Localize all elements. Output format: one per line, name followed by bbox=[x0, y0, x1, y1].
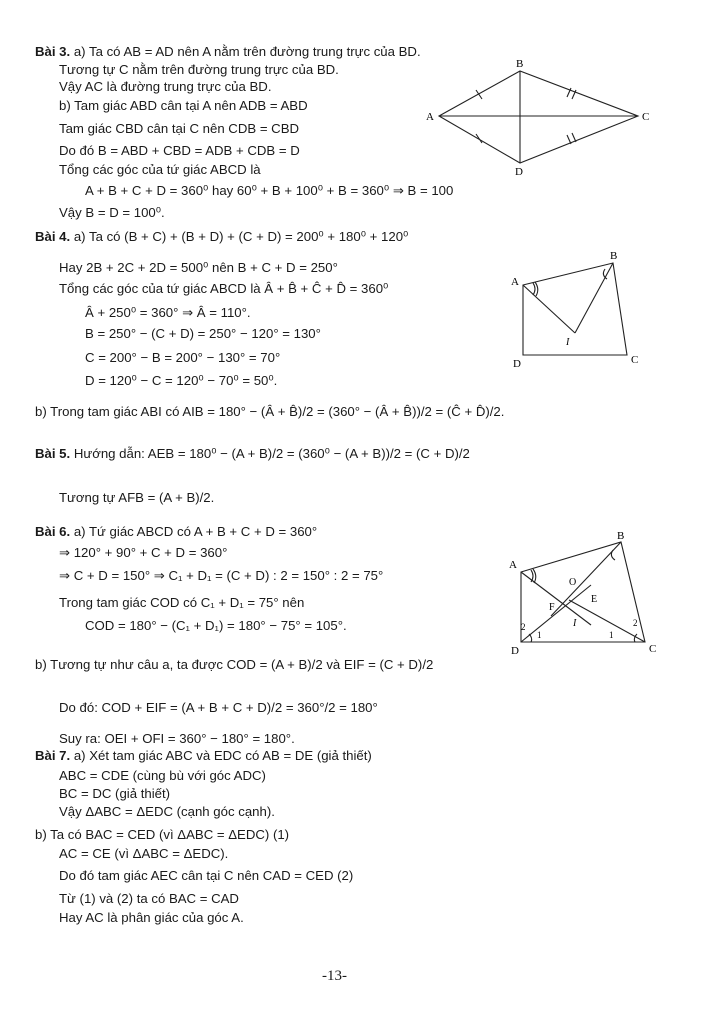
text-line-b7-4: Vậy ΔABC = ΔEDC (cạnh góc cạnh). bbox=[59, 804, 275, 819]
fig3-label-e: E bbox=[591, 594, 598, 605]
figure-bai3-kite bbox=[418, 55, 658, 180]
fig3-label-2-right: 2 bbox=[633, 618, 638, 628]
text-line-b6-5: COD = 180° − (C₁ + D₁) = 180° − 75° = 105°. bbox=[85, 618, 347, 633]
text-line-b6-b1: b) Tương tự như câu a, ta được COD = (A + B)/2 và EIF = (C + D)/2 bbox=[35, 657, 434, 672]
fig3-label-b: B bbox=[617, 530, 625, 542]
fig2-label-b: B bbox=[610, 250, 618, 262]
figure-bai6-quadrilateral bbox=[505, 530, 665, 660]
fig1-label-c: C bbox=[642, 111, 650, 123]
text-line-b6-3: ⇒ C + D = 150° ⇒ C₁ + D₁ = (C + D) : 2 = 150° : 2 = 75° bbox=[59, 568, 384, 583]
text-line-b4-6: C = 200° − B = 200° − 130° = 70° bbox=[85, 350, 281, 365]
exercise-number: Bài 6. bbox=[35, 524, 71, 539]
text-line-b3-a2: Tương tự C nằm trên đường trung trực của BD. bbox=[59, 62, 339, 77]
fig3-label-1-left: 1 bbox=[537, 630, 542, 640]
text-line-b7-1 bbox=[35, 748, 372, 764]
text-line-b7-b4: Từ (1) và (2) ta có BAC = CAD bbox=[59, 891, 239, 906]
fig2-label-i: I bbox=[566, 337, 570, 348]
exercise-number: Bài 4. bbox=[35, 229, 71, 244]
text-line-b6-b2: Do đó: COD + EIF = (A + B + C + D)/2 = 360°/2 = 180° bbox=[59, 700, 378, 715]
text-line-b7-b2: AC = CE (vì ΔABC = ΔEDC). bbox=[59, 846, 229, 861]
fig3-label-2-left: 2 bbox=[521, 622, 526, 632]
text-line-b7-b5: Hay AC là phân giác của góc A. bbox=[59, 910, 244, 925]
fig3-label-i: I bbox=[573, 618, 577, 629]
text-line-b4-4: Â + 250⁰ = 360° ⇒ Â = 110°. bbox=[85, 305, 251, 320]
text-line-b4-1 bbox=[35, 229, 408, 245]
exercise-text: a) Xét tam giác ABC và EDC có AB = DE (giả thiết) bbox=[70, 748, 372, 763]
text-line-b4-2: Hay 2B + 2C + 2D = 500⁰ nên B + C + D = 250° bbox=[59, 260, 338, 275]
text-line-b3-a3: Vậy AC là đường trung trực của BD. bbox=[59, 79, 272, 94]
text-line-b3-b1: b) Tam giác ABD cân tại A nên ADB = ABD bbox=[59, 98, 308, 113]
text-line-b4-3: Tổng các góc của tứ giác ABCD là Â + B̂ + Ĉ + D̂ = 360⁰ bbox=[59, 281, 389, 296]
text-line-b7-b1: b) Ta có BAC = CED (vì ΔABC = ΔEDC) (1) bbox=[35, 827, 290, 842]
text-line-b6-b3: Suy ra: OEI + OFI = 360° − 180° = 180°. bbox=[59, 731, 295, 746]
fig1-label-b: B bbox=[516, 58, 524, 70]
exercise-text: a) Ta có AB = AD nên A nằm trên đường trung trực của BD. bbox=[70, 44, 421, 59]
text-line-b6-4: Trong tam giác COD có C₁ + D₁ = 75° nên bbox=[59, 595, 305, 610]
text-line-b3-b2: Tam giác CBD cân tại C nên CDB = CBD bbox=[59, 121, 300, 136]
text-line-b3-b3: Do đó B = ABD + CBD = ADB + CDB = D bbox=[59, 143, 300, 158]
text-line-b4-b: b) Trong tam giác ABI có AIB = 180° − (Â + B̂)/2 = (360° − (Â + B̂))/2 = (Ĉ + D̂)/2. bbox=[35, 404, 505, 419]
exercise-number: Bài 7. bbox=[35, 748, 71, 763]
fig2-label-c: C bbox=[631, 354, 639, 366]
page-number: -13- bbox=[322, 968, 347, 984]
fig3-label-a: A bbox=[509, 559, 517, 571]
fig1-label-d: D bbox=[515, 166, 523, 178]
text-line-b4-7: D = 120⁰ − C = 120⁰ − 70⁰ = 50⁰. bbox=[85, 373, 278, 388]
text-line-b5-2: Tương tự AFB = (A + B)/2. bbox=[59, 490, 215, 505]
fig1-label-a: A bbox=[426, 111, 434, 123]
text-line-b7-2: ABC = CDE (cùng bù với góc ADC) bbox=[59, 768, 266, 783]
figure-bai4-quadrilateral bbox=[505, 245, 655, 370]
text-line-b7-3: BC = DC (giả thiết) bbox=[59, 786, 171, 801]
text-line-b4-5: B = 250° − (C + D) = 250° − 120° = 130° bbox=[85, 326, 321, 341]
text-line-b3-b5: A + B + C + D = 360⁰ hay 60⁰ + B + 100⁰ + B = 360⁰ ⇒ B = 100 bbox=[85, 183, 454, 198]
exercise-text: a) Tứ giác ABCD có A + B + C + D = 360° bbox=[70, 524, 318, 539]
fig3-label-o: O bbox=[569, 577, 577, 588]
text-line-b6-1 bbox=[35, 524, 317, 540]
fig3-label-c: C bbox=[649, 643, 657, 655]
text-line-b7-b3: Do đó tam giác AEC cân tại C nên CAD = CED (2) bbox=[59, 868, 354, 883]
fig3-label-d: D bbox=[511, 645, 519, 657]
fig3-label-1-right: 1 bbox=[609, 630, 614, 640]
exercise-text: a) Ta có (B + C) + (B + D) + (C + D) = 200⁰ + 180⁰ + 120⁰ bbox=[70, 229, 409, 244]
text-line-b6-2: ⇒ 120° + 90° + C + D = 360° bbox=[59, 545, 228, 560]
exercise-number: Bài 5. bbox=[35, 446, 71, 461]
text-line-b3-a1 bbox=[35, 44, 421, 60]
text-line-b3-b6: Vậy B = D = 100⁰. bbox=[59, 205, 165, 220]
exercise-text: Hướng dẫn: AEB = 180⁰ − (A + B)/2 = (360⁰ − (A + B))/2 = (C + D)/2 bbox=[70, 446, 470, 461]
fig2-label-d: D bbox=[513, 358, 521, 370]
text-line-b5-1 bbox=[35, 446, 470, 462]
exercise-number: Bài 3. bbox=[35, 44, 71, 59]
fig3-label-f: F bbox=[549, 602, 555, 613]
fig2-label-a: A bbox=[511, 276, 519, 288]
text-line-b3-b4: Tổng các góc của tứ giác ABCD là bbox=[59, 162, 261, 177]
